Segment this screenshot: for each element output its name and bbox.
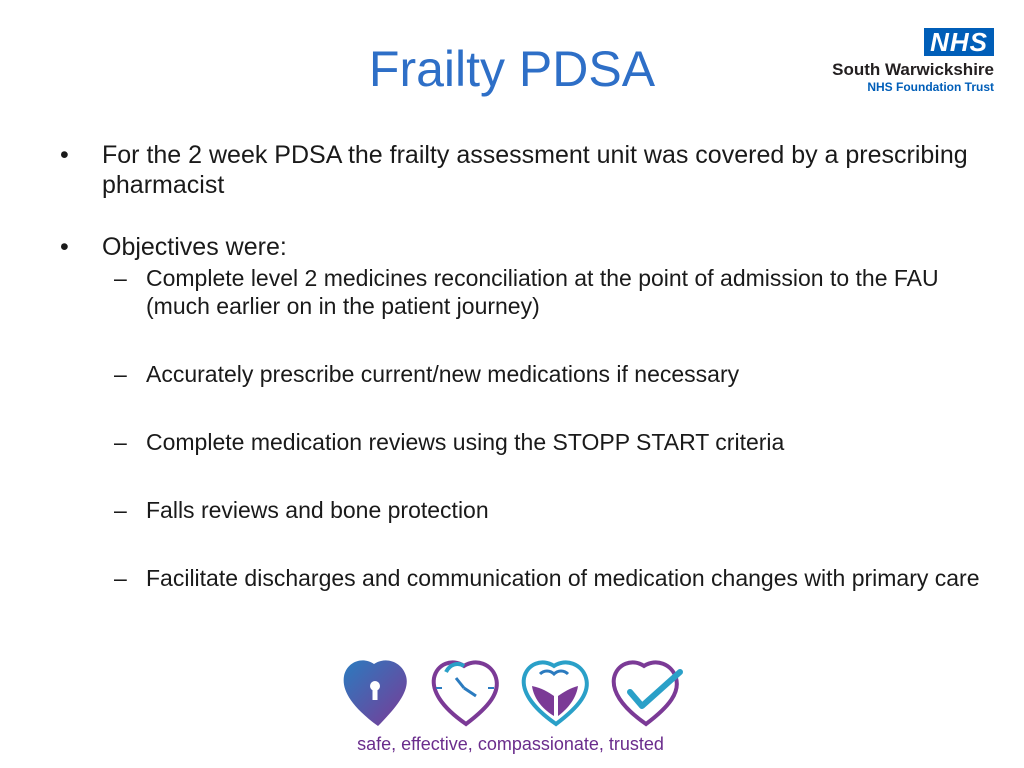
dash-marker: – xyxy=(114,429,127,455)
objective-text: Facilitate discharges and communication of medication changes with primary care xyxy=(146,565,980,591)
bullet-item xyxy=(60,140,980,200)
bullet-item xyxy=(60,232,980,262)
objective-item xyxy=(60,360,980,388)
dash-marker: – xyxy=(114,565,127,591)
bullet-list xyxy=(60,140,980,632)
objectives-list xyxy=(60,264,980,592)
heart-hands-icon xyxy=(524,662,587,724)
trust-subtitle: NHS Foundation Trust xyxy=(867,80,994,94)
values-hearts-graphic xyxy=(338,652,688,732)
trust-name: South Warwickshire xyxy=(832,60,994,79)
values-tagline: safe, effective, compassionate, trusted xyxy=(357,734,664,754)
heart-lock-icon xyxy=(344,660,407,726)
objective-item xyxy=(60,564,980,592)
objective-text: Complete medication reviews using the STOPP START criteria xyxy=(146,429,785,455)
bullet-text: Objectives were: xyxy=(102,233,287,261)
bullet-marker: • xyxy=(60,141,69,169)
objective-text: Accurately prescribe current/new medications if necessary xyxy=(146,361,740,387)
objective-item xyxy=(60,428,980,456)
heart-check-icon xyxy=(614,662,680,724)
bullet-marker: • xyxy=(60,233,69,261)
dash-marker: – xyxy=(114,361,127,387)
dash-marker: – xyxy=(114,497,127,523)
nhs-logo xyxy=(804,28,994,94)
objective-item xyxy=(60,496,980,524)
bullet-text: For the 2 week PDSA the frailty assessment unit was covered by a prescribing pharmacist xyxy=(102,141,968,199)
nhs-logo-mark: NHS xyxy=(924,28,994,56)
objective-item xyxy=(60,264,980,320)
heart-clock-icon xyxy=(434,662,497,724)
values-hearts xyxy=(338,652,698,732)
objective-text: Falls reviews and bone protection xyxy=(146,497,489,523)
objective-text: Complete level 2 medicines reconciliation at the point of admission to the FAU (much earlier on in the patient journey) xyxy=(146,265,939,319)
slide-title: Frailty PDSA xyxy=(368,41,656,97)
dash-marker: – xyxy=(114,265,127,291)
